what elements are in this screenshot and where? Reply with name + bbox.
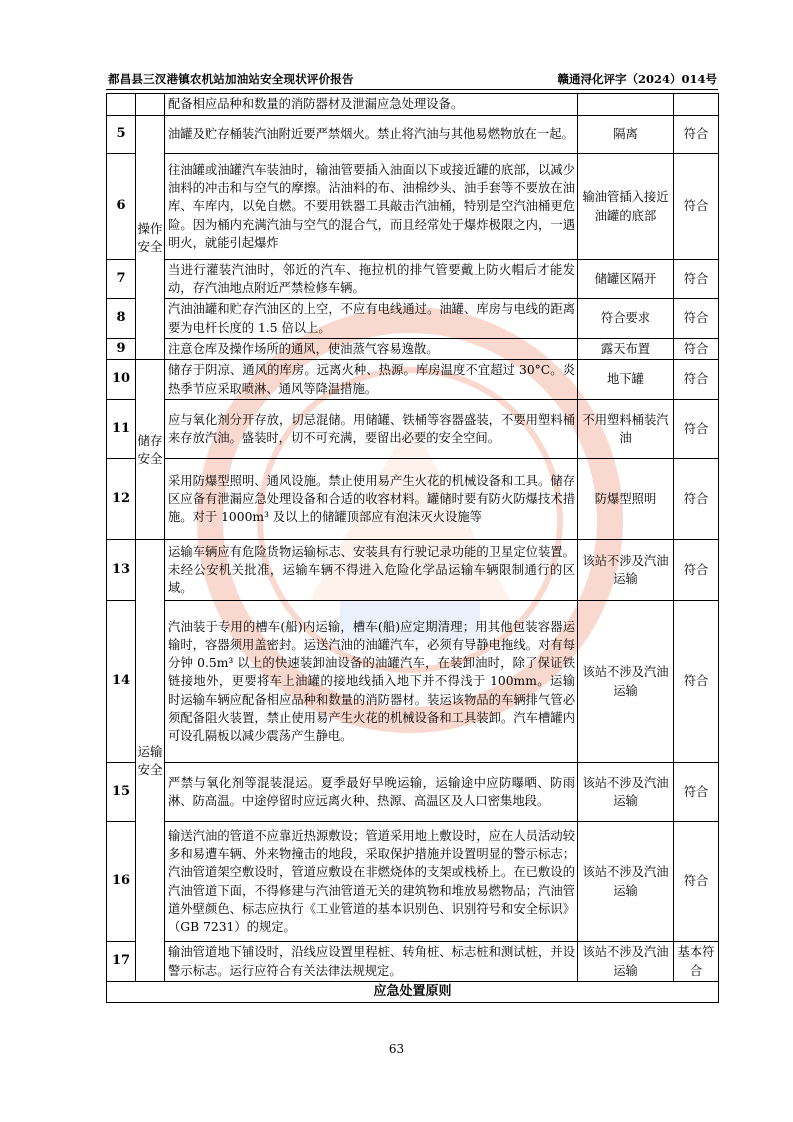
measure-text: 该站不涉及汽油运输	[578, 942, 674, 982]
requirement-text: 输送汽油的管道不应靠近热源敷设；管道采用地上敷设时，应在人员活动较多和易遭车辆、外来物撞击的地段，采取保护措施并设置明显的警示标志；汽油管道架空敷设时，管道应敷设在非燃烧体的支架或栈桥上。在已敷设的汽油管道下面，不得修建与汽油管道无关的建筑物和堆放易燃物品；汽油管道外壁颜色、标志应执行《工业管道的基本识别色、识别符号和安全标识》（GB 7231）的规定。	[165, 822, 578, 942]
table-row	[107, 116, 719, 154]
result-text: 符合	[674, 260, 719, 299]
result-text: 符合	[674, 154, 719, 260]
page-number: 63	[388, 1042, 405, 1056]
measure-text: 输油管插入接近油罐的底部	[578, 154, 674, 260]
measure-text: 该站不涉及汽油运输	[578, 601, 674, 763]
row-number: 9	[107, 339, 136, 360]
result-text: 符合	[674, 540, 719, 601]
result-text: 符合	[674, 822, 719, 942]
result-text: 符合	[674, 360, 719, 400]
result-text: 基本符合	[674, 942, 719, 982]
requirement-text: 严禁与氧化剂等混装混运。夏季最好早晚运输，运输途中应防曝晒、防雨淋、防高温。中途停留时应远离火种、热源、高温区及人口密集地段。	[165, 763, 578, 822]
report-number-header: 赣通浔化评字（2024）014号	[557, 72, 717, 86]
report-title-header: 都昌县三汊港镇农机站加油站安全现状评价报告	[108, 72, 354, 86]
measure-text: 地下罐	[578, 360, 674, 400]
row-number: 14	[107, 601, 136, 763]
table-row	[107, 154, 719, 260]
measure-text: 不用塑料桶装汽油	[578, 400, 674, 459]
row-number	[107, 94, 136, 116]
row-number: 17	[107, 942, 136, 982]
row-number: 15	[107, 763, 136, 822]
table-row	[107, 94, 719, 116]
row-number: 16	[107, 822, 136, 942]
safety-evaluation-table	[106, 93, 719, 1003]
category-transport-safety: 运输安全	[136, 540, 165, 982]
table-row	[107, 942, 719, 982]
table-row	[107, 540, 719, 601]
result-text: 符合	[674, 299, 719, 339]
measure-text	[578, 94, 674, 116]
result-text: 符合	[674, 116, 719, 154]
row-number: 10	[107, 360, 136, 400]
requirement-text: 油罐及贮存桶装汽油附近要严禁烟火。禁止将汽油与其他易燃物放在一起。	[165, 116, 578, 154]
category-operation-safety: 操作安全	[136, 116, 165, 360]
requirement-text: 注意仓库及操作场所的通风，使油蒸气容易逸散。	[165, 339, 578, 360]
measure-text: 露天布置	[578, 339, 674, 360]
table-row	[107, 459, 719, 540]
measure-text: 隔离	[578, 116, 674, 154]
table-row	[107, 260, 719, 299]
emergency-principles-heading: 应急处置原则	[107, 982, 719, 1003]
requirement-text: 汽油装于专用的槽车(船)内运输，槽车(船)应定期清理；用其他包装容器运输时，容器须用盖密封。运送汽油的油罐汽车，必须有导静电拖线。对有每分钟 0.5m³ 以上的快速装卸油设备的油罐汽车，在装卸油时，除了保证铁链接地外，更要将车上油罐的接地线插入地下并不得浅于 100mm。运输时运输车辆应配备相应品种和数量的消防器材。装运该物品的车辆排气管必须配备阻火装置，禁止使用易产生火花的机械设备和工具装卸。汽车槽罐内可设孔隔板以减少震荡产生静电。	[165, 601, 578, 763]
requirement-text: 应与氧化剂分开存放，切忌混储。用储罐、铁桶等容器盛装，不要用塑料桶来存放汽油。盛装时，切不可充满，要留出必要的安全空间。	[165, 400, 578, 459]
table-row	[107, 763, 719, 822]
result-text	[674, 94, 719, 116]
requirement-text: 当进行灌装汽油时，邻近的汽车、拖拉机的排气管要戴上防火帽后才能发动，存汽油地点附近严禁检修车辆。	[165, 260, 578, 299]
table-row	[107, 339, 719, 360]
row-number: 7	[107, 260, 136, 299]
requirement-text: 储存于阴凉、通风的库房。远离火种、热源。库房温度不宜超过 30°C。炎热季节应采取喷淋、通风等降温措施。	[165, 360, 578, 400]
row-number: 13	[107, 540, 136, 601]
measure-text: 该站不涉及汽油运输	[578, 822, 674, 942]
measure-text: 该站不涉及汽油运输	[578, 763, 674, 822]
result-text: 符合	[674, 601, 719, 763]
row-number: 12	[107, 459, 136, 540]
table-row	[107, 360, 719, 400]
row-number: 8	[107, 299, 136, 339]
requirement-text: 输油管道地下铺设时，沿线应设置里程桩、转角桩、标志桩和测试桩，并设警示标志。运行应符合有关法律法规规定。	[165, 942, 578, 982]
result-text: 符合	[674, 459, 719, 540]
header-divider	[106, 89, 718, 90]
requirement-text: 汽油油罐和贮存汽油区的上空，不应有电线通过。油罐、库房与电线的距离要为电杆长度的 1.5 倍以上。	[165, 299, 578, 339]
measure-text: 该站不涉及汽油运输	[578, 540, 674, 601]
measure-text: 防爆型照明	[578, 459, 674, 540]
row-number: 6	[107, 154, 136, 260]
result-text: 符合	[674, 400, 719, 459]
table-row	[107, 400, 719, 459]
table-row	[107, 601, 719, 763]
row-number: 5	[107, 116, 136, 154]
requirement-text: 往油罐或油罐汽车装油时，输油管要插入油面以下或接近罐的底部，以减少油料的冲击和与空气的摩擦。沾油料的布、油棉纱头、油手套等不要放在油库、车库内，以免自燃。不要用铁器工具敲击汽油桶，特别是空汽油桶更危险。因为桶内充满汽油与空气的混合气，而且经常处于爆炸极限之内，一遇明火，就能引起爆炸	[165, 154, 578, 260]
requirement-text: 采用防爆型照明、通风设施。禁止使用易产生火花的机械设备和工具。储存区应备有泄漏应急处理设备和合适的收容材料。罐储时要有防火防爆技术措施。对于 1000m³ 及以上的储罐顶部应有泡沫灭火设施等	[165, 459, 578, 540]
measure-text: 储罐区隔开	[578, 260, 674, 299]
row-number: 11	[107, 400, 136, 459]
table-row	[107, 982, 719, 1003]
category-cell-blank	[136, 94, 165, 116]
requirement-text: 运输车辆应有危险货物运输标志、安装具有行驶记录功能的卫星定位装置。未经公安机关批准，运输车辆不得进入危险化学品运输车辆限制通行的区域。	[165, 540, 578, 601]
measure-text: 符合要求	[578, 299, 674, 339]
table-row	[107, 822, 719, 942]
table-row	[107, 299, 719, 339]
category-storage-safety: 储存安全	[136, 360, 165, 540]
requirement-text: 配备相应品种和数量的消防器材及泄漏应急处理设备。	[165, 94, 578, 116]
result-text: 符合	[674, 339, 719, 360]
result-text: 符合	[674, 763, 719, 822]
